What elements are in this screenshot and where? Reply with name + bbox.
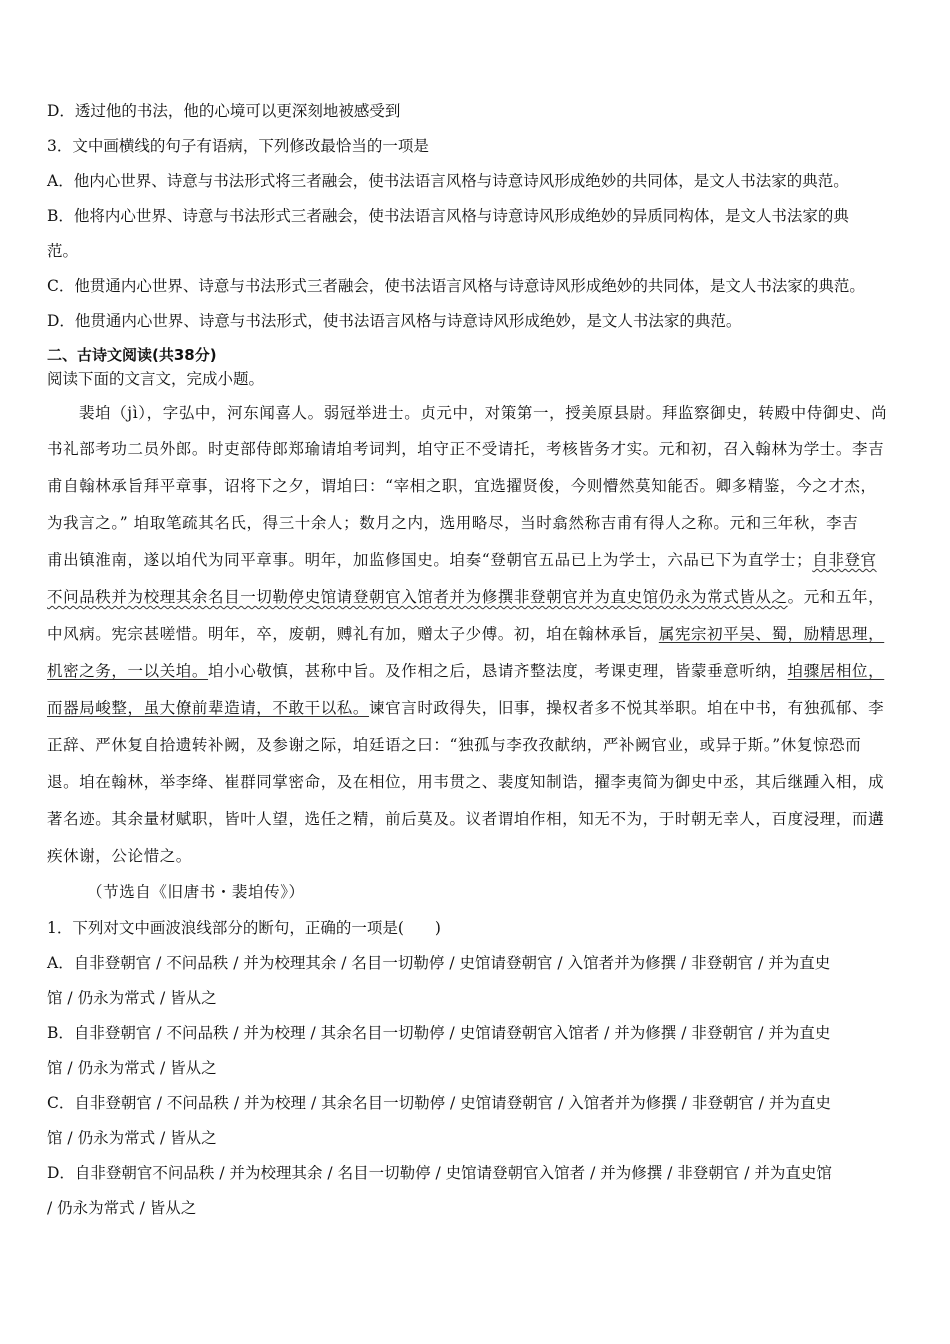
- passage-text: 垍小心敬慎，甚称中旨。及作相之后，恳请齐整法度，考课吏理，皆蒙垂意听纳，: [208, 662, 788, 680]
- q3-option-c: C．他贯通内心世界、诗意与书法形式三者融会，使书法语言风格与诗意诗风形成绝妙的共同体，是文人书法家的典范。: [47, 277, 865, 295]
- wavy-underlined-text: 自非登官: [812, 551, 877, 569]
- passage-text: 甫出镇淮南，遂以垍代为同平章事。明年，加监修国史。垍奏“登朝官五品已上为学士，六品已下为直学士；: [47, 551, 813, 569]
- passage-source: （节选自《旧唐书・裴垍传》）: [87, 883, 305, 901]
- section-instruction: 阅读下面的文言文，完成小题。: [47, 370, 265, 388]
- passage-line: 书礼部考功二员外郎。时吏部侍郎郑瑜请垍考词判，垍守正不受请托，考核皆务才实。元和初，召入翰林为学士。李吉: [47, 440, 885, 458]
- passage-line: 疾休谢，公论惜之。: [47, 847, 192, 865]
- passage-line: 为我言之。” 垍取笔疏其名氏，得三十余人；数月之内，选用略尽，当时翕然称吉甫有得人之称。元和三年秋，李吉: [47, 514, 859, 532]
- passage-line: [47, 698, 884, 718]
- passage-text: 。元和五年，: [787, 588, 885, 606]
- underlined-sentence: 垍骤居相位，: [787, 662, 885, 680]
- section-heading: 二、古诗文阅读(共38分): [47, 346, 217, 364]
- passage-line: [47, 587, 884, 607]
- passage-line: 著名迹。其余量材赋职，皆叶人望，选任之精，前后莫及。议者谓垍作相，知无不为，于时朝无幸人，百度浸理，而遘: [47, 810, 885, 828]
- q1-option-c-line1: C．自非登朝官 / 不问品秩 / 并为校理 / 其余名目一切勒停 / 史馆请登朝官 / 入馆者并为修撰 / 非登朝官 / 并为直史: [47, 1094, 831, 1112]
- q3-option-b-line1: B．他将内心世界、诗意与书法形式三者融会，使书法语言风格与诗意诗风形成绝妙的异质同构体，是文人书法家的典: [47, 207, 849, 225]
- passage-line: 裴垍（jì），字弘中，河东闻喜人。弱冠举进士。贞元中，对策第一，授美原县尉。拜监察御史，转殿中侍御史、尚: [79, 404, 888, 422]
- q1-option-d-line1: D．自非登朝官不问品秩 / 并为校理其余 / 名目一切勒停 / 史馆请登朝官入馆者 / 并为修撰 / 非登朝官 / 并为直史馆: [47, 1164, 832, 1182]
- passage-line: [47, 661, 884, 681]
- passage-line: 甫自翰林承旨拜平章事，诏将下之夕，谓垍曰：“宰相之职，宜选擢贤俊，今则懵然莫知能否。卿多精鉴，今之才杰，: [47, 477, 877, 495]
- q3-stem: 3．文中画横线的句子有语病，下列修改最恰当的一项是: [47, 137, 429, 155]
- q1-option-a-line1: A．自非登朝官 / 不问品秩 / 并为校理其余 / 名目一切勒停 / 史馆请登朝官 / 入馆者并为修撰 / 非登朝官 / 并为直史: [47, 954, 831, 972]
- q1-option-d-line2: / 仍永为常式 / 皆从之: [47, 1199, 197, 1217]
- q3-option-a: A．他内心世界、诗意与书法形式将三者融会，使书法语言风格与诗意诗风形成绝妙的共同体，是文人书法家的典范。: [47, 172, 849, 190]
- passage-text: 中风病。宪宗甚嗟惜。明年，卒，废朝，赙礼有加，赠太子少傅。初，垍在翰林承旨，: [47, 625, 659, 643]
- passage-line: 正辞、严休复自拾遗转补阙，及参谢之际，垍廷语之曰：“独孤与李孜孜献纳，严补阙官业，或异于斯。”休复惊恐而: [47, 736, 862, 754]
- q1-option-c-line2: 馆 / 仍永为常式 / 皆从之: [47, 1129, 217, 1147]
- wavy-underlined-text: 不问品秩并为校理其余名目一切勒停史馆请登朝官入馆者并为修撰非登朝官并为直史馆仍永为常式皆从之: [47, 588, 788, 606]
- q2-option-d: D．透过他的书法，他的心境可以更深刻地被感受到: [47, 102, 401, 120]
- q1-option-a-line2: 馆 / 仍永为常式 / 皆从之: [47, 989, 217, 1007]
- passage-line: [47, 624, 884, 644]
- q3-option-b-line2: 范。: [47, 242, 79, 260]
- q3-option-d: D．他贯通内心世界、诗意与书法形式，使书法语言风格与诗意诗风形成绝妙，是文人书法家的典范。: [47, 312, 742, 330]
- passage-text: 谏官言时政得失，旧事，操权者多不悦其举职。垍在中书，有独孤郁、李: [369, 699, 885, 717]
- passage-line: 退。垍在翰林，举李绛、崔群同掌密命，及在相位，用韦贯之、裴度知制诰，擢李夷简为御史中丞，其后继踵入相，成: [47, 773, 885, 791]
- underlined-sentence: 而器局峻整，虽大僚前辈造请，不敢干以私。: [47, 699, 370, 717]
- q1-stem: 1．下列对文中画波浪线部分的断句，正确的一项是( ): [47, 919, 441, 937]
- q1-option-b-line1: B．自非登朝官 / 不问品秩 / 并为校理 / 其余名目一切勒停 / 史馆请登朝官入馆者 / 并为修撰 / 非登朝官 / 并为直史: [47, 1024, 831, 1042]
- underlined-sentence: 机密之务，一以关垍。: [47, 662, 209, 680]
- underlined-sentence: 属宪宗初平吴、蜀，励精思理，: [658, 625, 885, 643]
- q1-option-b-line2: 馆 / 仍永为常式 / 皆从之: [47, 1059, 217, 1077]
- passage-line: [47, 550, 877, 570]
